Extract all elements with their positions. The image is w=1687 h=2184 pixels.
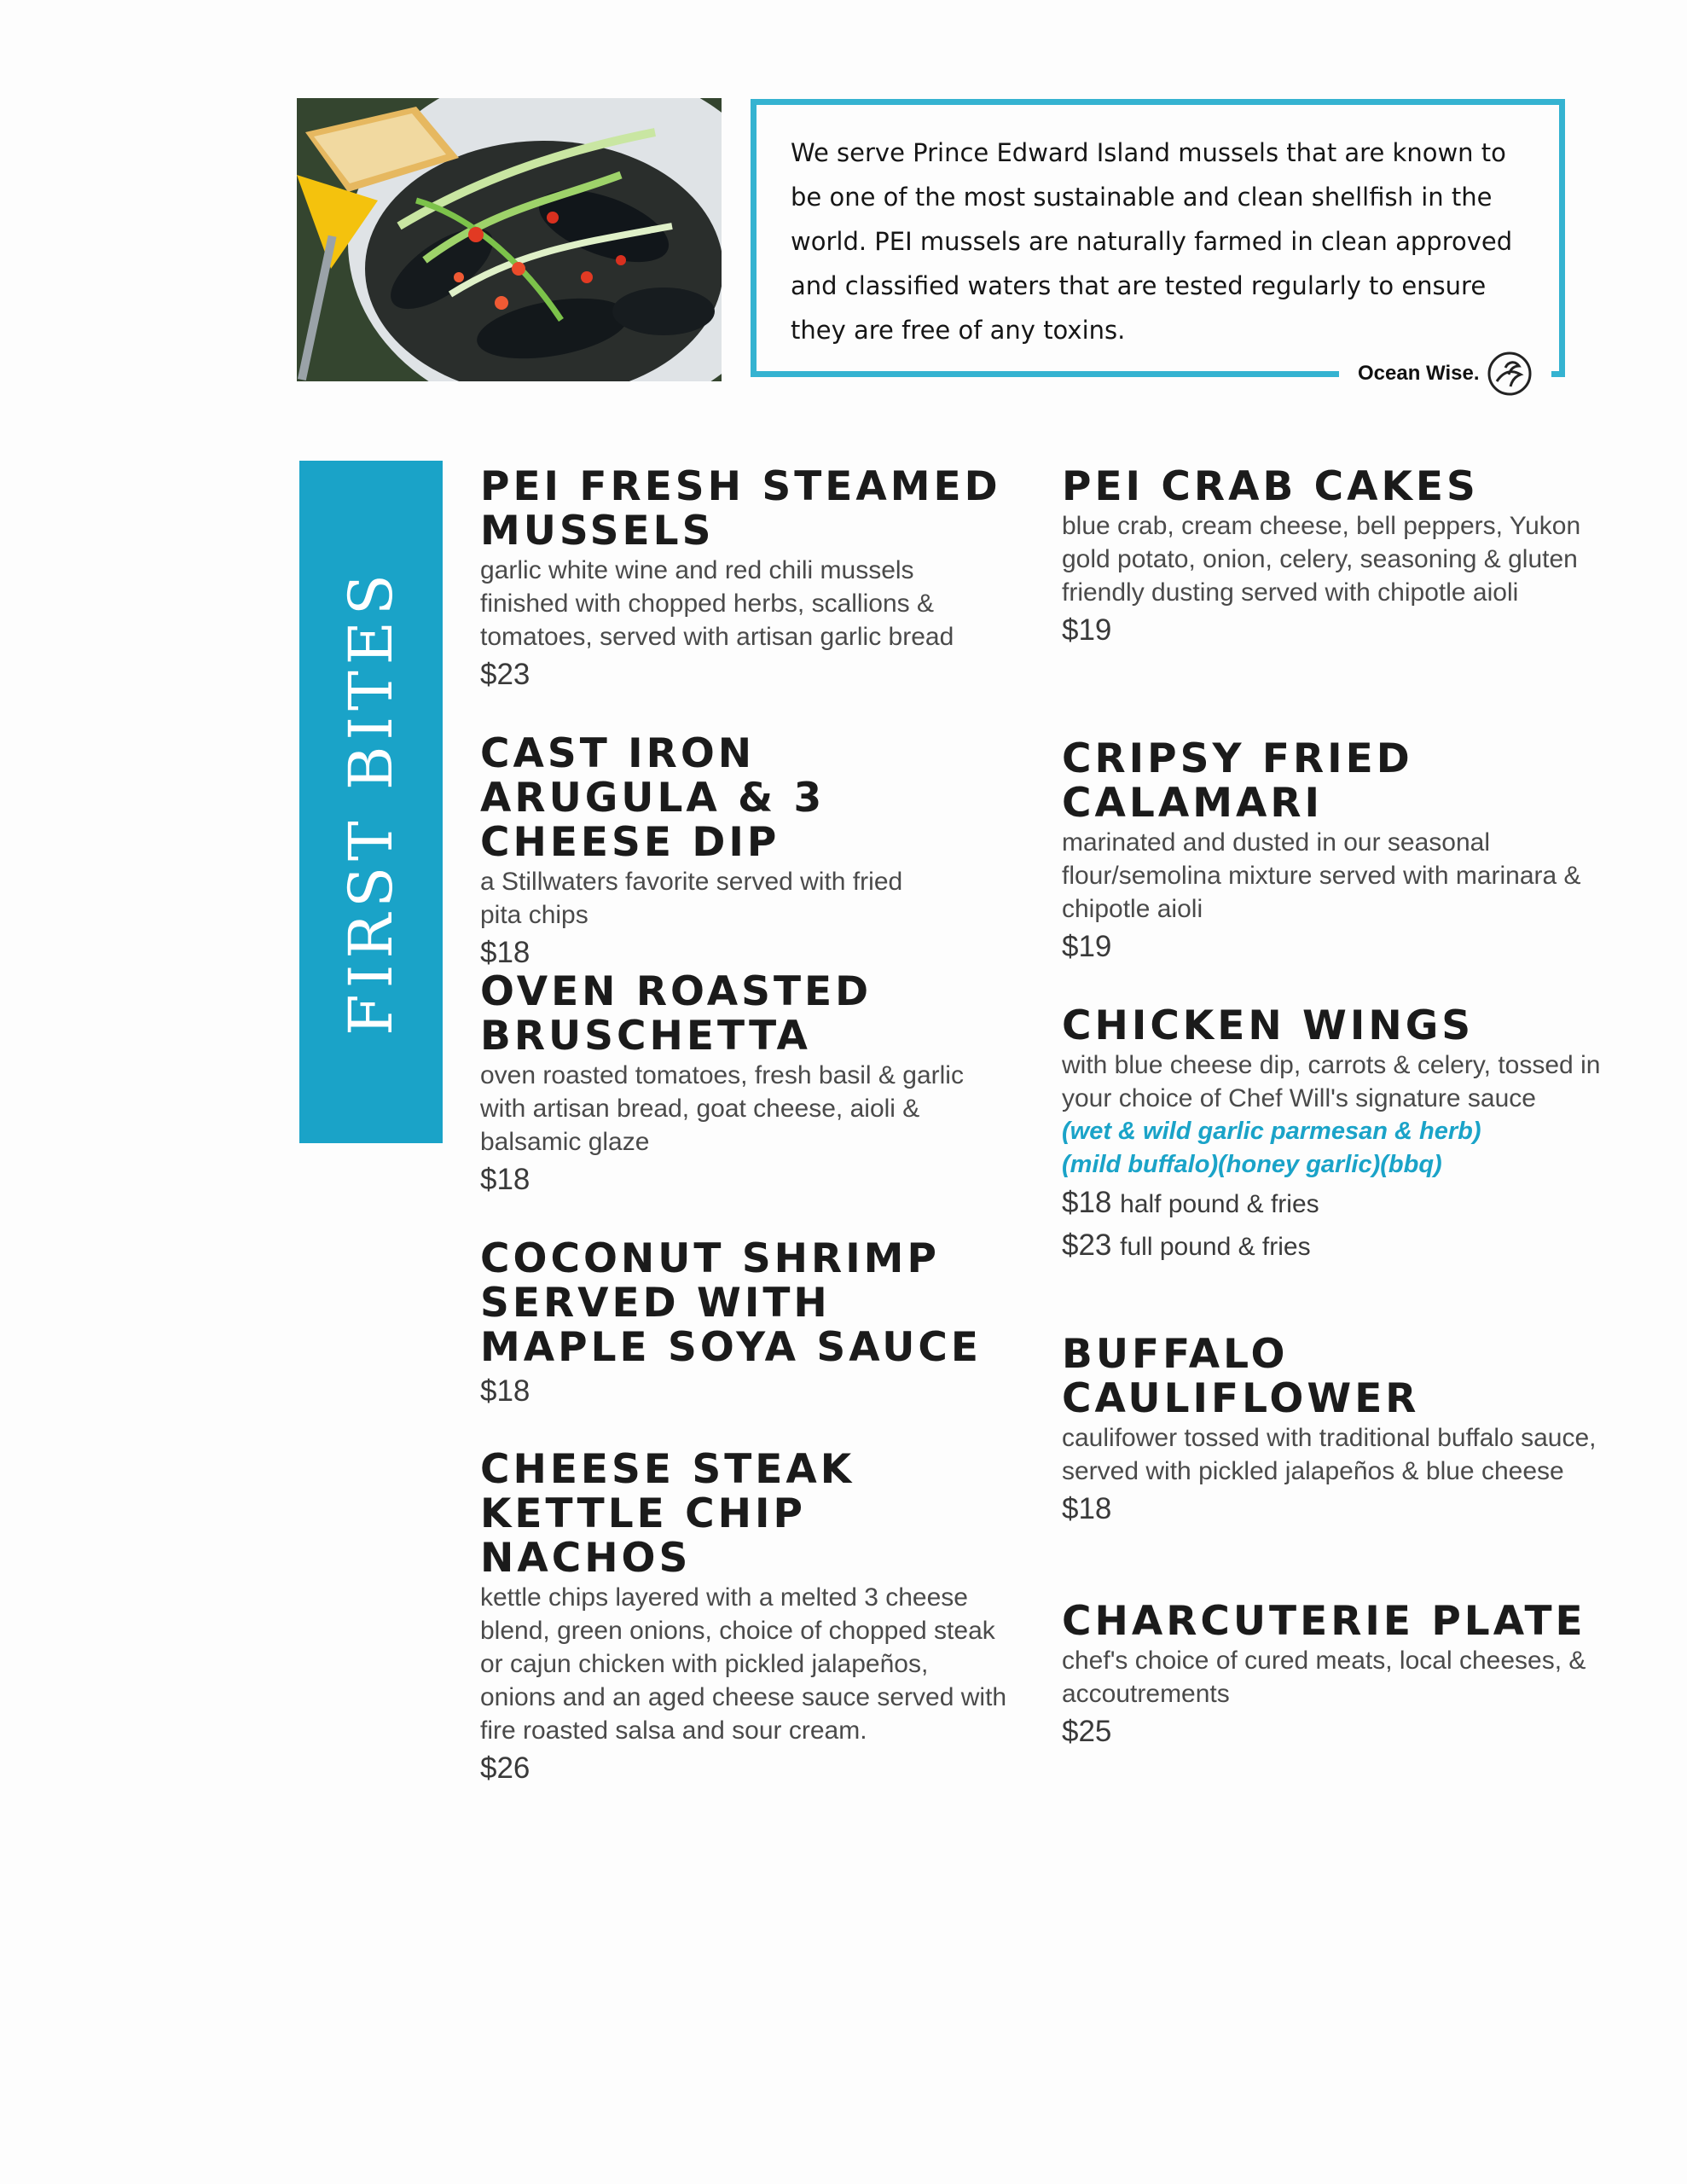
wing-flavors-line-2: (mild buffalo)(honey garlic)(bbq) — [1062, 1151, 1442, 1178]
item-price: $19 — [1062, 930, 1112, 963]
item-description: caulifower tossed with traditional buffalo sauce, served with pickled jalapeños & blue cheese — [1062, 1424, 1597, 1485]
item-price: $18 — [480, 1163, 530, 1196]
menu-item-nachos — [480, 1448, 1009, 1788]
section-banner — [299, 461, 443, 1143]
menu-item-chicken-wings — [1062, 1004, 1608, 1267]
item-name: CHICKEN WINGS — [1062, 1002, 1475, 1049]
menu-item-calamari — [1062, 737, 1608, 967]
item-name: COCONUT SHRIMP SERVED WITH MAPLE SOYA SAUCE — [480, 1235, 982, 1371]
item-price: $23 — [480, 658, 530, 691]
menu-item-buffalo-cauliflower — [1062, 1333, 1608, 1529]
notice-text: We serve Prince Edward Island mussels that are known to be one of the most sustainable and clean shellfish in the world. PEI mussels are naturally farmed in clean approved and classified waters that are tested regularly to ensure they are free of any toxins. — [791, 138, 1513, 345]
item-name: CRIPSY FRIED CALAMARI — [1062, 735, 1413, 827]
item-price: $26 — [480, 1751, 530, 1785]
item-description: marinated and dusted in our seasonal flour/semolina mixture served with marinara & chipotle aioli — [1062, 828, 1581, 923]
ocean-wise-label: Ocean Wise. — [1358, 362, 1480, 385]
item-name: CHEESE STEAK KETTLE CHIP NACHOS — [480, 1446, 855, 1582]
wing-flavors-line-1: (wet & wild garlic parmesan & herb) — [1062, 1118, 1481, 1145]
item-price: $18 — [480, 936, 530, 969]
mussels-photo — [297, 98, 722, 381]
item-price: $18 — [480, 1374, 530, 1408]
item-name: OVEN ROASTED BRUSCHETTA — [480, 968, 872, 1060]
ocean-wise-logo-icon — [1487, 351, 1533, 397]
section-title: FIRST BITES — [336, 568, 406, 1036]
item-price: $25 — [1062, 1715, 1112, 1748]
menu-item-charcuterie — [1062, 1600, 1608, 1751]
item-description: oven roasted tomatoes, fresh basil & garlic with artisan bread, goat cheese, aioli & balsamic glaze — [480, 1061, 964, 1156]
menu-item-coconut-shrimp — [480, 1237, 1009, 1411]
price-full-pound — [1062, 1226, 1608, 1267]
sustainability-notice — [751, 99, 1565, 377]
item-description: blue crab, cream cheese, bell peppers, Yukon gold potato, onion, celery, seasoning & gluten friendly dusting served with chipotle aioli — [1062, 512, 1581, 607]
price-note: half pound & fries — [1120, 1190, 1319, 1218]
price-half-pound — [1062, 1183, 1608, 1224]
item-description: a Stillwaters favorite served with fried pita chips — [480, 868, 903, 929]
item-name: CAST IRON ARUGULA & 3 CHEESE DIP — [480, 730, 826, 866]
item-price: $19 — [1062, 613, 1112, 647]
price-value: $23 — [1062, 1228, 1112, 1262]
menu-item-crab-cakes — [1062, 465, 1608, 650]
price-value: $18 — [1062, 1186, 1112, 1219]
item-price: $18 — [1062, 1492, 1112, 1525]
item-description: with blue cheese dip, carrots & celery, tossed in your choice of Chef Will's signature sauce — [1062, 1051, 1601, 1112]
menu-item-mussels — [480, 465, 1009, 694]
menu-item-cheese-dip — [480, 732, 1009, 973]
ocean-wise-badge — [1339, 346, 1551, 401]
item-description: chef's choice of cured meats, local cheeses, & accoutrements — [1062, 1647, 1586, 1708]
item-name: PEI CRAB CAKES — [1062, 463, 1479, 510]
menu-item-bruschetta — [480, 970, 1009, 1199]
item-description: kettle chips layered with a melted 3 cheese blend, green onions, choice of chopped steak or cajun chicken with pickled jalapeños, onions and an aged cheese sauce served with fire roasted salsa and sour cream. — [480, 1583, 1007, 1745]
item-name: BUFFALO CAULIFLOWER — [1062, 1331, 1420, 1422]
price-note: full pound & fries — [1120, 1233, 1311, 1261]
item-description: garlic white wine and red chili mussels finished with chopped herbs, scallions & tomatoes, served with artisan garlic bread — [480, 556, 954, 651]
item-name: PEI FRESH STEAMED MUSSELS — [480, 463, 1001, 555]
item-name: CHARCUTERIE PLATE — [1062, 1598, 1586, 1645]
